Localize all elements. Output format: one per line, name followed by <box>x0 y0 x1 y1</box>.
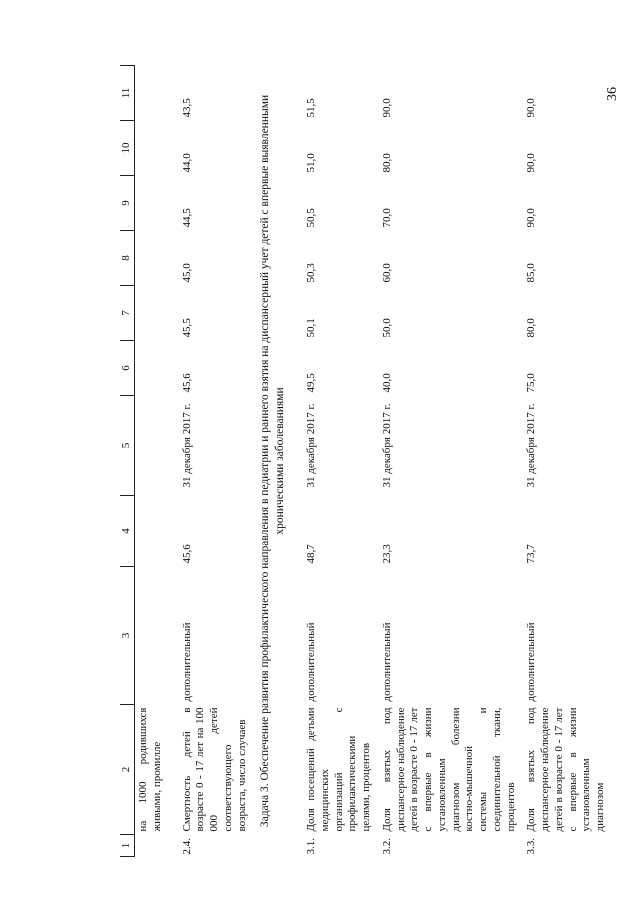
col-header-7: 7 <box>120 286 135 341</box>
row-number: 2.4. <box>180 838 193 855</box>
row-value: 49,5 <box>305 373 317 393</box>
row-value: 50,1 <box>305 318 317 338</box>
row-value: 51,0 <box>305 153 317 173</box>
row-value: 43,5 <box>180 98 193 118</box>
rotated-table-container <box>120 67 620 857</box>
row-value: 50,0 <box>380 318 393 338</box>
col-header-3: 3 <box>120 567 135 705</box>
row-type: дополнительный <box>380 622 393 702</box>
row-description: Доля взятых под диспансерное наблюдение детей в возрасте 0 - 17 лет с впервые в жизни установленным диагнозом болезни костно-мышечной системы и соединительной ткани, процентов <box>380 707 517 832</box>
row-value: 90,0 <box>525 208 538 228</box>
row-number: 3.2. <box>380 838 393 855</box>
row-value: 70,0 <box>380 208 393 228</box>
row-value: 44,5 <box>180 208 193 228</box>
row-base-value: 73,7 <box>525 544 538 564</box>
row-base-value: 23,3 <box>380 544 393 564</box>
row-description: Доля посещений детьми медицинских организаций с профилактическими целями, процентов <box>305 707 372 832</box>
row-base-date: 31 декабря 2017 г. <box>305 403 317 488</box>
table-row <box>301 66 377 857</box>
row-value: 75,0 <box>525 373 538 393</box>
row-value: 40,0 <box>380 373 393 393</box>
col-header-4: 4 <box>120 496 135 567</box>
col-header-2: 2 <box>120 705 135 835</box>
row-type: дополнительный <box>180 622 193 702</box>
continuation-text: на 1000 родившихся живыми, промилле <box>137 707 163 832</box>
row-description: Смертность детей в возрасте 0 - 17 лет на 100 000 детей соответствующего возраста, число случаев <box>180 707 248 832</box>
row-value: 45,5 <box>180 318 193 338</box>
row-value: 85,0 <box>525 263 538 283</box>
col-header-9: 9 <box>120 176 135 231</box>
row-type: дополнительный <box>305 622 317 702</box>
row-value: 45,0 <box>180 263 193 283</box>
row-value: 45,6 <box>180 373 193 393</box>
col-header-5: 5 <box>120 396 135 496</box>
col-header-11: 11 <box>120 66 135 121</box>
table-row <box>377 66 522 857</box>
continuation-row <box>135 66 177 857</box>
row-value: 90,0 <box>525 153 538 173</box>
task-heading-row <box>252 66 301 857</box>
row-base-date: 31 декабря 2017 г. <box>525 403 538 488</box>
col-header-8: 8 <box>120 231 135 286</box>
row-number: 3.3. <box>525 838 538 855</box>
row-value: 50,5 <box>305 208 317 228</box>
row-type: дополнительный <box>525 622 538 702</box>
row-description: Доля взятых под диспансерное наблюдение детей в возрасте 0 - 17 лет с впервые в жизни установленным диагнозом <box>525 707 606 832</box>
col-header-10: 10 <box>120 121 135 176</box>
col-header-6: 6 <box>120 341 135 396</box>
header-row <box>120 66 135 857</box>
row-value: 60,0 <box>380 263 393 283</box>
row-value: 50,3 <box>305 263 317 283</box>
row-number: 3.1. <box>305 838 317 855</box>
task-heading: Задача 3. Обеспечение развития профилактического направления в педиатрии и раннего взятия на диспансерный учет детей с впервые выявленными хроническими заболеваниями <box>259 94 286 828</box>
table-row <box>177 66 253 857</box>
row-base-value: 48,7 <box>305 544 317 564</box>
row-value: 80,0 <box>525 318 538 338</box>
page-number: 36 <box>605 87 620 101</box>
row-value: 44,0 <box>180 153 193 173</box>
row-base-value: 45,6 <box>180 544 193 564</box>
row-value: 90,0 <box>380 98 393 118</box>
row-base-date: 31 декабря 2017 г. <box>180 403 193 488</box>
row-value: 80,0 <box>380 153 393 173</box>
table-row <box>521 66 611 857</box>
row-value: 90,0 <box>525 98 538 118</box>
indicators-table <box>120 65 611 857</box>
row-base-date: 31 декабря 2017 г. <box>380 403 393 488</box>
row-value: 51,5 <box>305 98 317 118</box>
col-header-1: 1 <box>120 835 135 857</box>
